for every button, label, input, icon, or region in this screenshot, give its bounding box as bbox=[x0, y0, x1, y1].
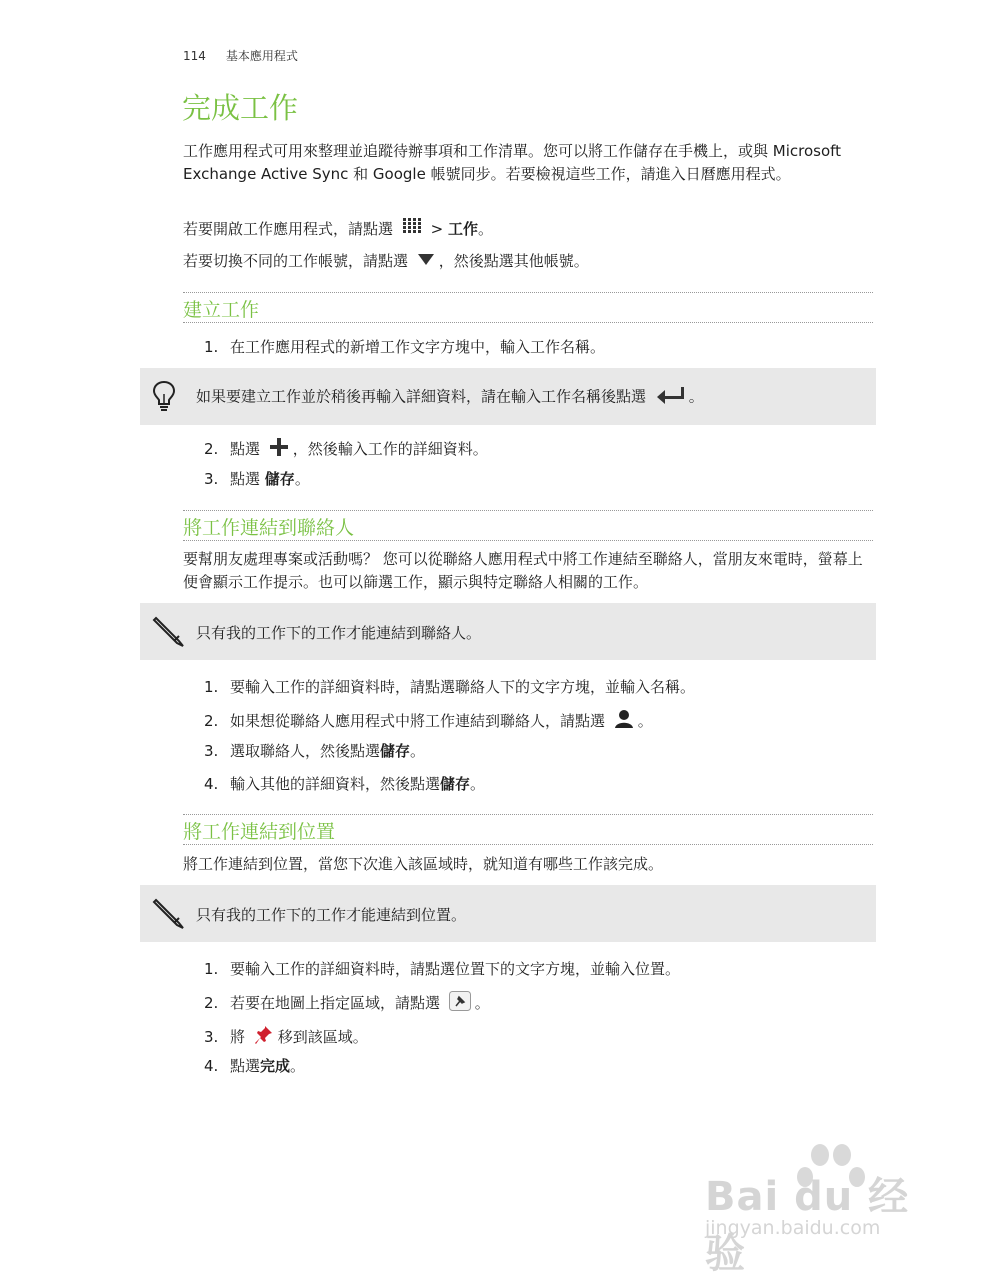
list-item: 2. 如果想從聯絡人應用程式中將工作連結到聯絡人，請點選 。 bbox=[204, 709, 653, 734]
pencil-icon bbox=[152, 614, 186, 652]
tip-text: 如果要建立工作並於稍後再輸入詳細資料，請在輸入工作名稱後點選 。 bbox=[196, 385, 704, 409]
list-item: 2. 點選 ，然後輸入工作的詳細資料。 bbox=[204, 437, 488, 462]
section-paragraph: 將工作連結到位置，當您下次進入該區域時，就知道有哪些工作該完成。 bbox=[183, 855, 664, 873]
chapter-title: 基本應用程式 bbox=[225, 49, 298, 63]
lightbulb-icon bbox=[152, 380, 176, 416]
section-heading-link-location: 將工作連結到位置 bbox=[183, 814, 873, 845]
map-pin-button-icon bbox=[449, 991, 471, 1016]
page-header bbox=[183, 47, 298, 64]
pencil-icon bbox=[152, 896, 186, 934]
list-item: 2. 若要在地圖上指定區域，請點選 。 bbox=[204, 991, 490, 1016]
note-box bbox=[140, 885, 876, 942]
open-app-instruction: 若要開啟工作應用程式，請點選 > 工作。 bbox=[183, 217, 873, 242]
dropdown-triangle-icon bbox=[417, 250, 435, 273]
watermark-brand: Bai du 经验 bbox=[705, 1174, 910, 1277]
watermark-url: jingyan.baidu.com bbox=[705, 1217, 881, 1239]
list-item: 1. 要輸入工作的詳細資料時，請點選聯絡人下的文字方塊，並輸入名稱。 bbox=[204, 678, 696, 696]
list-item: 1. 在工作應用程式的新增工作文字方塊中，輸入工作名稱。 bbox=[204, 338, 606, 356]
list-item: 3. 將 移到該區域。 bbox=[204, 1024, 368, 1051]
list-item: 1. 要輸入工作的詳細資料時，請點選位置下的文字方塊，並輸入位置。 bbox=[204, 960, 681, 978]
section-paragraph: 要幫朋友處理專案或活動嗎？ 您可以從聯絡人應用程式中將工作連結至聯絡人，當朋友來電時，螢幕上便會顯示工作提示。也可以篩選工作，顯示與特定聯絡人相關的工作。 bbox=[183, 550, 863, 591]
list-item: 3. 選取聯絡人，然後點選儲存。 bbox=[204, 742, 426, 760]
intro-paragraph: 工作應用程式可用來整理並追蹤待辦事項和工作清單。您可以將工作儲存在手機上，或與 Microsoft Exchange Active Sync 和 Google 帳號同步。若要檢視這些工作，請進入日曆應用程式。 bbox=[183, 142, 842, 183]
note-text: 只有我的工作下的工作才能連結到位置。 bbox=[196, 906, 467, 924]
switch-account-instruction: 若要切換不同的工作帳號，請點選 ，然後點選其他帳號。 bbox=[183, 250, 873, 273]
enter-key-icon bbox=[655, 385, 685, 409]
app-grid-icon bbox=[402, 217, 422, 242]
list-item: 4. 輸入其他的詳細資料，然後點選儲存。 bbox=[204, 775, 486, 793]
note-text: 只有我的工作下的工作才能連結到聯絡人。 bbox=[196, 624, 482, 642]
section-heading-create-task: 建立工作 bbox=[183, 292, 873, 323]
baidu-watermark bbox=[705, 1135, 935, 1277]
tip-box bbox=[140, 368, 876, 425]
page-title: 完成工作 bbox=[182, 91, 299, 125]
section-heading-link-contact: 將工作連結到聯絡人 bbox=[183, 510, 873, 541]
red-pushpin-icon bbox=[254, 1024, 274, 1051]
person-icon bbox=[614, 709, 634, 734]
plus-icon bbox=[269, 437, 289, 462]
page-number: 114 bbox=[183, 49, 206, 63]
list-item: 3. 點選 儲存。 bbox=[204, 470, 310, 488]
note-box bbox=[140, 603, 876, 660]
list-item: 4. 點選完成。 bbox=[204, 1057, 306, 1075]
